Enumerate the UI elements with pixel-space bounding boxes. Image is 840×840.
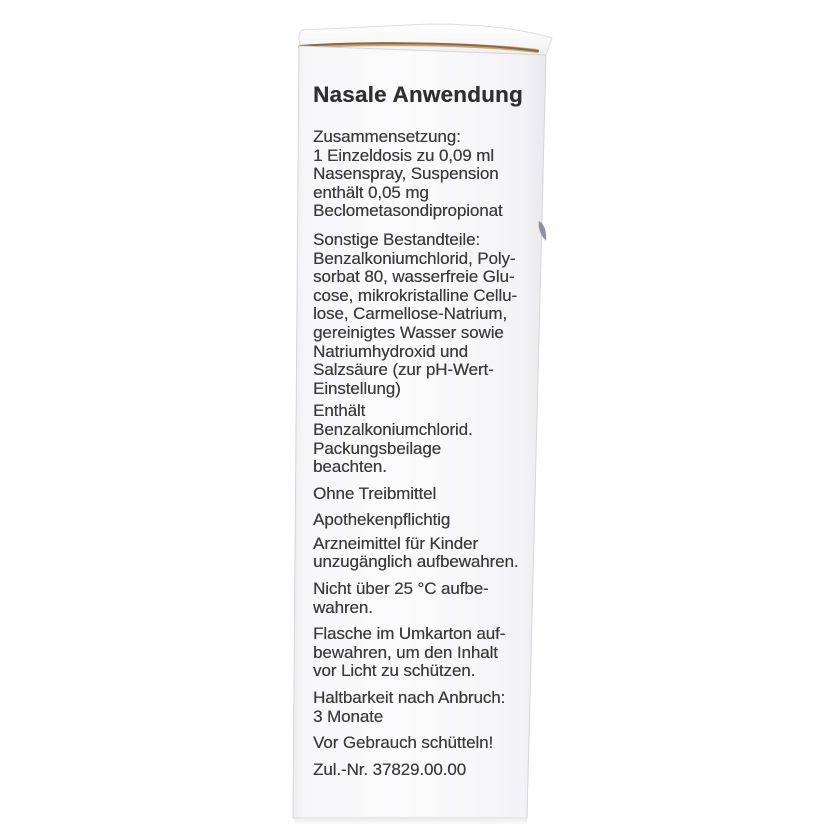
panel-paragraph-10 — [313, 761, 547, 780]
panel-paragraph-9 — [313, 734, 547, 753]
text-line: 3 Monate — [313, 706, 384, 726]
panel-paragraph-2 — [313, 402, 547, 476]
carton-bottom-shadow — [294, 819, 527, 825]
text-line: Arzneimittel für Kinder — [313, 533, 478, 553]
panel-paragraph-8 — [313, 689, 547, 726]
text-line: vor Licht zu schützen. — [313, 661, 476, 681]
text-line: Nicht über 25 °C aufbe- — [313, 579, 489, 599]
text-line: unzugänglich aufbewahren. — [313, 552, 519, 572]
text-line: Beclometasondipropionat — [313, 201, 503, 221]
panel-heading: Nasale Anwendung — [313, 82, 523, 107]
text-line: Ohne Treibmittel — [313, 483, 437, 503]
text-line: Benzalkoniumchlorid, Poly- — [313, 248, 516, 268]
text-line: 1 Einzeldosis zu 0,09 ml — [313, 145, 494, 165]
text-line: Zusammensetzung: — [313, 127, 461, 146]
text-line: cose, mikrokristalline Cellu- — [313, 285, 517, 305]
text-line: Nasenspray, Suspension — [313, 164, 499, 184]
panel-paragraph-0 — [313, 128, 547, 221]
text-line: enthält 0,05 mg — [313, 182, 429, 202]
text-line: Salzsäure (zur pH-Wert- — [313, 360, 494, 380]
text-line: gereinigtes Wasser sowie — [313, 322, 504, 342]
panel-paragraph-6 — [313, 580, 547, 617]
text-line: Natriumhydroxid und — [313, 341, 468, 361]
text-line: Flasche im Umkarton auf- — [313, 624, 506, 644]
panel-paragraph-7 — [313, 625, 547, 681]
text-line: beachten. — [313, 457, 387, 477]
text-line: lose, Carmellose-Natrium, — [313, 304, 507, 324]
text-line: Benzalkoniumchlorid. — [313, 419, 473, 439]
text-line: bewahren, um den Inhalt — [313, 642, 498, 662]
text-line: sorbat 80, wasserfreie Glu- — [313, 267, 515, 287]
panel-paragraph-1 — [313, 231, 547, 398]
text-line: wahren. — [313, 597, 373, 617]
text-line: Einstellung) — [313, 378, 401, 398]
text-line: Sonstige Bestandteile: — [313, 229, 480, 249]
text-line: Vor Gebrauch schütteln! — [313, 733, 494, 753]
text-line: Zul.-Nr. 37829.00.00 — [313, 759, 466, 779]
text-line: Enthält — [313, 401, 366, 421]
text-line: Packungsbeilage — [313, 438, 441, 458]
panel-paragraph-3 — [313, 485, 547, 504]
text-line: Haltbarkeit nach Anbruch: — [313, 688, 506, 708]
panel-paragraph-4 — [313, 511, 547, 530]
text-column — [313, 83, 547, 779]
panel-paragraph-5 — [313, 535, 547, 572]
text-line: Apothekenpflichtig — [313, 510, 451, 530]
